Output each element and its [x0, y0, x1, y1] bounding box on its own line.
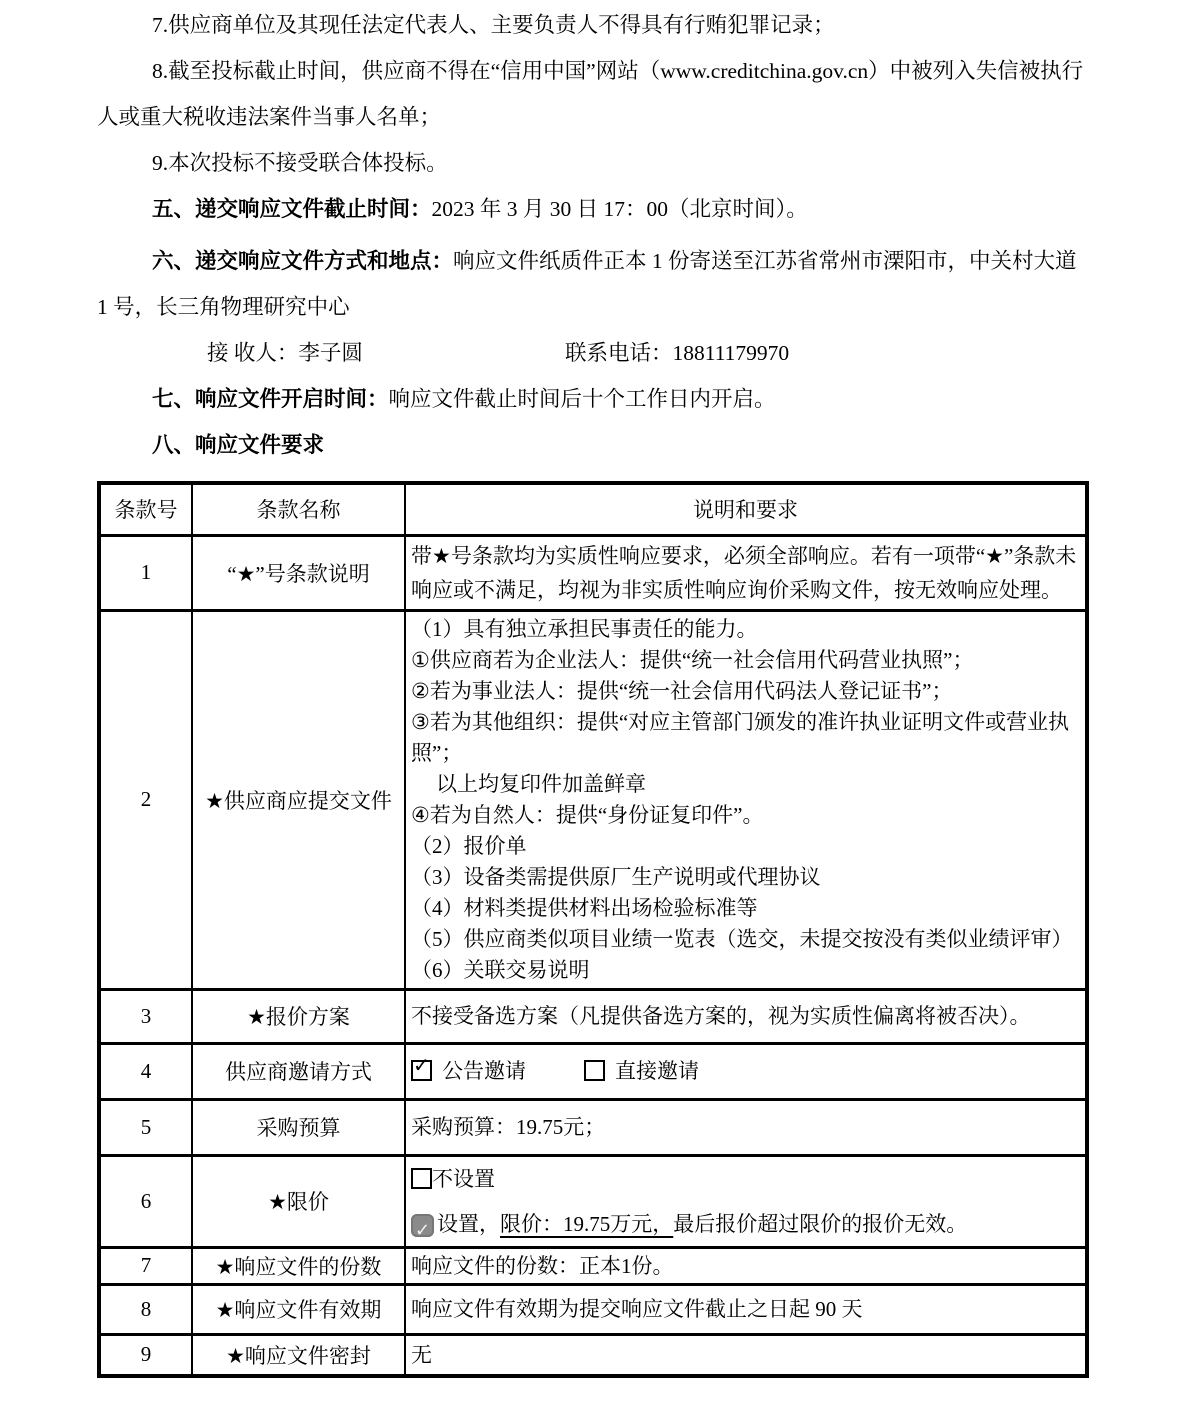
desc-line: （5）供应商类似项目业绩一览表（选交，未提交按没有类似业绩评审）: [411, 926, 1073, 951]
desc-line: （2）报价单: [411, 833, 527, 858]
desc-line: （4）材料类提供材料出场检验标准等: [411, 895, 758, 920]
price-limit-unset-label: 不设置: [432, 1166, 495, 1191]
header-clause-no: 条款号: [99, 483, 192, 535]
clause-name: ★供应商应提交文件: [192, 610, 405, 989]
clause-desc: 无: [405, 1334, 1087, 1376]
table-row: [99, 1284, 1087, 1334]
paragraph-7: 7.供应商单位及其现任法定代表人、主要负责人不得具有行贿犯罪记录；: [152, 13, 835, 37]
clause-name: ★响应文件的份数: [192, 1247, 405, 1284]
checkbox-checked-icon[interactable]: ✓: [411, 1060, 432, 1081]
section-6-text: 响应文件纸质件正本 1 份寄送至江苏省常州市溧阳市，中关村大道 1 号，长三角物理研究中心: [97, 249, 1077, 319]
table-row: [99, 1334, 1087, 1376]
clause-desc: [405, 1155, 1087, 1247]
section-7-opening: [97, 376, 1085, 422]
clause-desc: 响应文件有效期为提交响应文件截止之日起 90 天: [405, 1284, 1087, 1334]
clause-desc: [405, 1043, 1087, 1099]
table-row: [99, 610, 1087, 989]
clause-desc: 带★号条款均为实质性响应要求，必须全部响应。若有一项带“★”条款未响应或不满足，均视为非实质性响应询价采购文件，按无效响应处理。: [405, 535, 1087, 610]
clause-desc: 不接受备选方案（凡提供备选方案的，视为实质性偏离将被否决）。: [405, 989, 1087, 1043]
section-5-text: 2023 年 3 月 30 日 17：00（北京时间）。: [431, 197, 808, 221]
paragraph-8: 8.截至投标截止时间，供应商不得在“信用中国”网站（www.creditchina.gov.cn）中被列入失信被执行人或重大税收违法案件当事人名单；: [97, 59, 1084, 129]
section-6-heading: 六、递交响应文件方式和地点：: [152, 249, 454, 273]
clause-name: ★限价: [192, 1155, 405, 1247]
clause-name: ★报价方案: [192, 989, 405, 1043]
clause-no: 2: [99, 610, 192, 989]
desc-line: （1）具有独立承担民事责任的能力。: [411, 616, 758, 641]
price-limit-value: 限价：19.75万元，: [500, 1211, 674, 1236]
invite-option-announcement: 公告邀请: [442, 1059, 526, 1083]
desc-line: （3）设备类需提供原厂生产说明或代理协议: [411, 864, 821, 889]
clause-no: 9: [99, 1334, 192, 1376]
header-description: 说明和要求: [405, 483, 1087, 535]
desc-line: 以上均复印件加盖鲜章: [436, 771, 646, 796]
desc-line: ④若为自然人：提供“身份证复印件”。: [411, 802, 764, 827]
desc-line: ①供应商若为企业法人：提供“统一社会信用代码营业执照”；: [411, 647, 974, 672]
checkbox-empty-icon[interactable]: [584, 1060, 605, 1081]
header-clause-name: 条款名称: [192, 483, 405, 535]
clause-desc: 采购预算：19.75元；: [405, 1099, 1087, 1155]
table-row: [99, 535, 1087, 610]
clause-name: 供应商邀请方式: [192, 1043, 405, 1099]
desc-line: ③若为其他组织：提供“对应主管部门颁发的准许执业证明文件或营业执照”；: [411, 709, 1070, 765]
section-6-delivery: [97, 238, 1085, 330]
clause-no: 4: [99, 1043, 192, 1099]
desc-line: （6）关联交易说明: [411, 957, 590, 982]
section-8-requirements: [97, 422, 1085, 468]
clause-desc: 响应文件的份数：正本1份。: [405, 1247, 1087, 1284]
checkbox-checked-grey-icon[interactable]: ✓: [411, 1214, 434, 1237]
section-5-heading: 五、递交响应文件截止时间：: [152, 197, 432, 221]
invite-option-direct: 直接邀请: [615, 1059, 699, 1083]
table-row: [99, 989, 1087, 1043]
desc-line: ②若为事业法人：提供“统一社会信用代码法人登记证书”；: [411, 678, 953, 703]
clause-name: “★”号条款说明: [192, 535, 405, 610]
section-5-deadline: [97, 186, 1085, 232]
table-row: [99, 1099, 1087, 1155]
clause-desc: [405, 610, 1087, 989]
price-limit-set-prefix: 设置，: [437, 1211, 500, 1236]
section-7-heading: 七、响应文件开启时间：: [152, 387, 389, 411]
section-8-heading: 八、响应文件要求: [152, 433, 325, 457]
clause-no: 8: [99, 1284, 192, 1334]
contact-person: 接 收人：李子圆: [207, 341, 363, 365]
clause-name: ★响应文件密封: [192, 1334, 405, 1376]
table-row: [99, 1043, 1087, 1099]
paragraph-9: 9.本次投标不接受联合体投标。: [152, 151, 448, 175]
table-header-row: [99, 483, 1087, 535]
requirements-table: [97, 481, 1089, 1378]
clause-no: 7: [99, 1247, 192, 1284]
table-row: [99, 1155, 1087, 1247]
price-limit-set-suffix: 最后报价超过限价的报价无效。: [673, 1211, 968, 1236]
checkbox-empty-icon[interactable]: [411, 1168, 432, 1189]
clause-name: ★响应文件有效期: [192, 1284, 405, 1334]
clause-name: 采购预算: [192, 1099, 405, 1155]
section-7-text: 响应文件截止时间后十个工作日内开启。: [388, 387, 776, 411]
clause-no: 6: [99, 1155, 192, 1247]
table-row: [99, 1247, 1087, 1284]
contact-line: [97, 330, 1085, 376]
clause-no: 5: [99, 1099, 192, 1155]
contact-phone: 联系电话：18811179970: [565, 341, 790, 365]
price-limit-set-line: [411, 1209, 1080, 1239]
price-limit-unset-line: [411, 1164, 1080, 1194]
clause-no: 3: [99, 989, 192, 1043]
clause-no: 1: [99, 535, 192, 610]
